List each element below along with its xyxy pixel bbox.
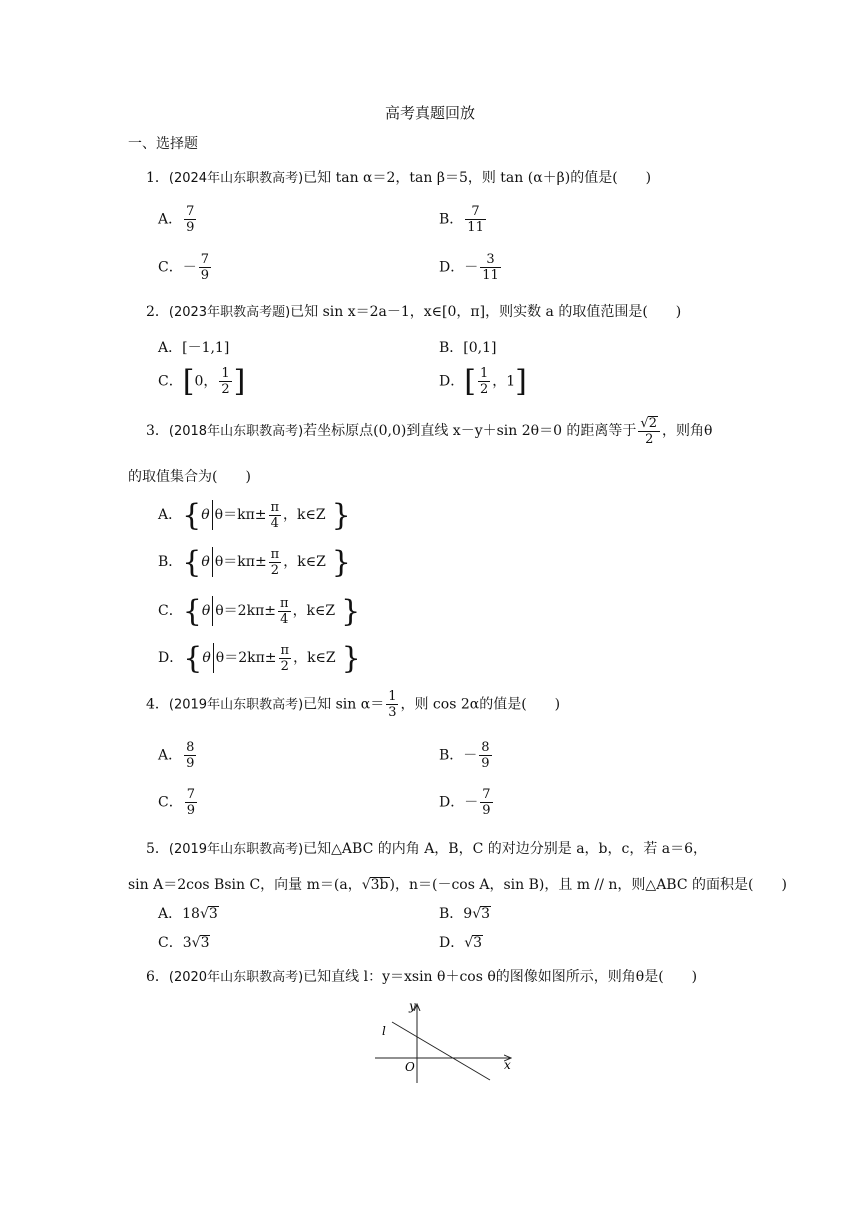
denominator: 9: [200, 268, 209, 283]
radicand: 3: [481, 906, 491, 922]
denominator: 9: [481, 756, 490, 771]
fraction: [479, 741, 491, 770]
numerator: 1: [221, 366, 230, 381]
numerator: 1: [479, 366, 489, 381]
q3-number: 3．: [146, 423, 169, 439]
q3-option-a[interactable]: [158, 497, 351, 533]
fraction: [386, 690, 398, 719]
interval-right: ，1: [492, 373, 516, 390]
set-bar: [212, 500, 213, 530]
page-title: 高考真题回放: [384, 104, 475, 122]
radicand: 3b: [370, 877, 389, 893]
option-label: B．: [439, 211, 464, 228]
q4-text-b: ，则 cos 2α的值是( ): [400, 696, 561, 713]
q1-text: 已知 tan α＝2，tan β＝5，则 tan (α＋β)的值是( ): [303, 170, 652, 186]
option-label: A．: [158, 747, 183, 764]
set-expr: θ＝2kπ±: [215, 650, 277, 666]
q5-number: 5．: [146, 841, 169, 857]
right-brace: }: [341, 640, 361, 676]
set-tail: ，k∈Z: [283, 554, 326, 570]
numerator: 8: [186, 740, 195, 755]
denominator: 4: [280, 611, 289, 627]
numerator: 7: [186, 204, 195, 219]
q4-option-d[interactable]: [439, 788, 495, 817]
q5-line2-a: sin A＝2cos Bsin C，向量 m＝(a，: [128, 877, 362, 893]
x-axis-label: x: [504, 1058, 511, 1072]
interval-left: 0，: [194, 373, 218, 390]
right-brace: }: [331, 544, 351, 580]
question-5: [146, 842, 707, 856]
q3-text-end: ，则角θ: [662, 423, 713, 439]
numerator: π: [270, 499, 280, 515]
q5-option-c[interactable]: C．3√3: [158, 935, 210, 951]
y-axis-label: y: [409, 999, 416, 1013]
denominator: 11: [467, 220, 484, 235]
q2-text: 已知 sin x＝2a－1，x∈[0，π]，则实数 a 的取值范围是( ): [290, 304, 682, 320]
q5-source: (2019年山东职教高考): [168, 842, 304, 857]
q5-line2-b: )，n＝(－cos A，sin B)，且 m // n，则△ABC 的面积是( ): [389, 877, 787, 893]
fraction: [199, 253, 211, 282]
denominator: 9: [186, 803, 195, 818]
denominator: 9: [482, 803, 491, 818]
radicand: 3: [208, 906, 218, 922]
set-tail: ，k∈Z: [292, 603, 336, 619]
set-expr: θ＝kπ±: [214, 554, 267, 570]
q4-option-c[interactable]: [158, 788, 199, 817]
numerator: π: [280, 642, 290, 658]
set-variable: θ: [202, 650, 211, 666]
option-label: D．: [439, 935, 465, 951]
question-3: [146, 416, 712, 446]
coefficient: 18: [182, 906, 200, 922]
q1-option-a[interactable]: [158, 205, 198, 234]
left-brace: {: [182, 593, 202, 629]
q4-option-a[interactable]: [158, 741, 198, 770]
option-label: C．: [158, 935, 183, 951]
denominator: 2: [645, 432, 654, 447]
q5-option-a[interactable]: A．18√3: [158, 906, 218, 922]
right-brace: }: [341, 593, 361, 629]
set-expr: θ＝kπ±: [214, 507, 267, 523]
option-sign: －: [464, 259, 479, 276]
q1-option-c[interactable]: [158, 253, 213, 282]
left-bracket: [: [182, 364, 195, 399]
numerator: 7: [200, 252, 209, 267]
coefficient: 9: [463, 906, 473, 922]
set-bar: [212, 596, 213, 626]
q5-text: 已知△ABC 的内角 A，B，C 的对边分别是 a，b，c，若 a＝6，: [303, 841, 708, 857]
numerator: 7: [186, 787, 195, 802]
q6-number: 6．: [146, 969, 169, 985]
option-label: A．: [158, 906, 183, 922]
option-label: C．: [158, 794, 183, 811]
q1-number: 1．: [146, 170, 169, 186]
fraction: [184, 741, 196, 770]
set-bar: [212, 547, 213, 577]
set-variable: θ: [201, 554, 210, 570]
denominator: 2: [280, 658, 289, 674]
numerator: π: [270, 546, 280, 562]
option-label: A．: [158, 211, 183, 228]
section-heading: 一、选择题: [128, 136, 198, 152]
set-bar: [213, 643, 214, 673]
line-label: l: [382, 1024, 386, 1038]
option-label: C．: [158, 259, 183, 276]
radicand: 3: [473, 935, 483, 951]
option-label: A．: [158, 507, 183, 523]
q1-option-d[interactable]: [439, 253, 503, 282]
fraction: [478, 367, 490, 396]
q5-option-b[interactable]: B．9√3: [439, 906, 491, 922]
q1-source: (2024年山东职教高考): [168, 171, 304, 186]
set-tail: ，k∈Z: [283, 507, 326, 523]
numerator: √2: [638, 416, 660, 432]
fraction: [184, 205, 196, 234]
q1-option-b[interactable]: [439, 205, 488, 234]
q2-option-c[interactable]: [158, 364, 246, 399]
numerator: 3: [480, 253, 501, 268]
q5-line-2: sin A＝2cos Bsin C，向量 m＝(a，√3b)，n＝(－cos A，sin B)，且 m // n，则△ABC 的面积是( ): [128, 877, 787, 893]
radicand: 3: [200, 935, 210, 951]
option-label: B．: [439, 906, 464, 922]
question-6: [146, 970, 697, 984]
question-4: [146, 690, 560, 719]
fraction: [269, 501, 282, 530]
fraction: [480, 788, 492, 817]
q2-option-d[interactable]: [439, 364, 527, 399]
q2-option-b[interactable]: B．[0,1]: [439, 340, 497, 356]
option-sign: －: [463, 747, 478, 764]
right-brace: }: [331, 497, 351, 533]
numerator: 8: [481, 740, 490, 755]
left-bracket: [: [464, 364, 476, 399]
denominator: 9: [186, 756, 195, 771]
q2-source: (2023年职教高考题): [168, 305, 291, 320]
option-label: C．: [158, 603, 183, 619]
line-graph-figure: [360, 995, 530, 1090]
q3-line-2: 的取值集合为( ): [128, 469, 251, 485]
denominator: 4: [270, 515, 279, 531]
q4-text-a: 已知 sin α＝: [303, 696, 385, 713]
option-label: C．: [158, 373, 183, 390]
radicand: 2: [648, 416, 657, 431]
fraction: [465, 205, 486, 234]
numerator: π: [280, 595, 289, 611]
set-tail: ，k∈Z: [293, 650, 336, 666]
right-bracket: ]: [515, 364, 527, 399]
q6-source: (2020年山东职教高考): [168, 970, 304, 985]
q3-source: (2018年山东职教高考): [168, 424, 304, 439]
option-label: D．: [439, 259, 465, 276]
question-1: [146, 171, 651, 185]
fraction: [638, 416, 660, 446]
numerator: 7: [465, 205, 486, 220]
q6-text: 已知直线 l：y＝xsin θ＋cos θ的图像如图所示，则角θ是( ): [303, 969, 698, 985]
q4-option-b[interactable]: [439, 741, 494, 770]
q4-number: 4．: [146, 696, 169, 713]
option-label: B．: [439, 747, 464, 764]
option-label: B．: [158, 554, 183, 570]
option-sign: －: [182, 259, 197, 276]
q3-option-d[interactable]: [158, 640, 361, 676]
right-bracket: ]: [233, 364, 246, 399]
denominator: 2: [479, 382, 489, 397]
fraction: [278, 597, 291, 626]
set-variable: θ: [201, 507, 210, 523]
fraction: [480, 253, 501, 282]
option-label: D．: [439, 373, 465, 390]
left-brace: {: [182, 497, 202, 533]
left-brace: {: [182, 544, 202, 580]
fraction: [279, 644, 292, 673]
origin-label: O: [405, 1060, 415, 1074]
option-sign: －: [464, 794, 479, 811]
q3-text: 若坐标原点(0,0)到直线 x－y＋sin 2θ＝0 的距离等于: [303, 423, 637, 439]
q5-option-d[interactable]: D．√3: [439, 935, 483, 951]
fraction: [219, 367, 231, 396]
q4-source: (2019年山东职教高考): [168, 697, 304, 713]
fraction: [269, 548, 282, 577]
q3-option-c[interactable]: [158, 593, 361, 629]
option-label: D．: [158, 650, 184, 666]
question-2: [146, 305, 681, 319]
left-brace: {: [183, 640, 203, 676]
set-expr: θ＝2kπ±: [215, 603, 277, 619]
q2-option-a[interactable]: A．[－1,1]: [158, 340, 230, 356]
numerator: 1: [388, 689, 397, 704]
set-variable: θ: [201, 603, 211, 619]
fraction: [185, 788, 197, 817]
denominator: 2: [270, 562, 280, 578]
option-label: D．: [439, 794, 465, 811]
denominator: 3: [388, 705, 397, 720]
q2-number: 2．: [146, 304, 169, 320]
denominator: 11: [482, 268, 499, 283]
denominator: 9: [186, 220, 195, 235]
numerator: 7: [482, 787, 491, 802]
q3-option-b[interactable]: [158, 544, 351, 580]
coefficient: 3: [182, 935, 192, 951]
denominator: 2: [221, 382, 230, 397]
